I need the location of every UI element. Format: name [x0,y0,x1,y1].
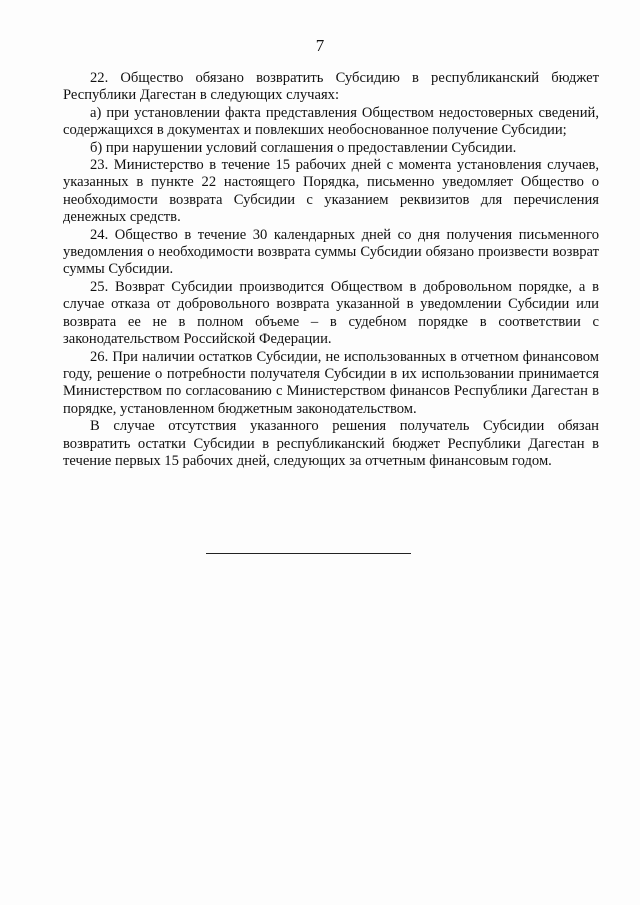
paragraph-22-b: б) при нарушении условий соглашения о предоставлении Субсидии. [90,139,517,156]
paragraph-24: 24. Общество в течение 30 календарных дней со дня получения письменного уведомления о необходимости возврата суммы Субсидии обязано произвести возврат суммы Субсидии. [63,226,599,278]
paragraph-23: 23. Министерство в течение 15 рабочих дней с момента установления случаев, указанных в пункте 22 настоящего Порядка, письменно уведомляет Общество о необходимости возврата Субсидии с указанием реквизитов для перечисления денежных средств. [63,157,599,226]
paragraph-26: 26. При наличии остатков Субсидии, не использованных в отчетном финансовом году, решение о потребности получателя Субсидии в их использовании принимается Министерством по согласованию с Министерством финансов Республики Дагестан в порядке, установленном бюджетным законодательством. [63,348,599,417]
paragraph-22-a: а) при установлении факта представления Обществом недостоверных сведений, содержащихся в документах и повлекших необоснованное получение Субсидии; [63,104,599,139]
paragraph-25: 25. Возврат Субсидии производится Обществом в добровольном порядке, а в случае отказа от добровольного возврата указанной в уведомлении Субсидии или возврата ее не в полном объеме – в судебном порядке в соответствии с законодательством Российской Федерации. [63,278,599,348]
closing-divider-line [206,553,411,554]
page-number: 7 [315,36,325,55]
paragraph-22: 22. Общество обязано возвратить Субсидию в республиканский бюджет Республики Дагестан в следующих случаях: [63,70,599,104]
document-body [63,70,599,470]
paragraph-26-continuation: В случае отсутствия указанного решения получатель Субсидии обязан возвратить остатки Субсидии в республиканский бюджет Республики Дагестан в течение первых 15 рабочих дней, следующих за отчетным финансовым годом. [63,418,599,469]
